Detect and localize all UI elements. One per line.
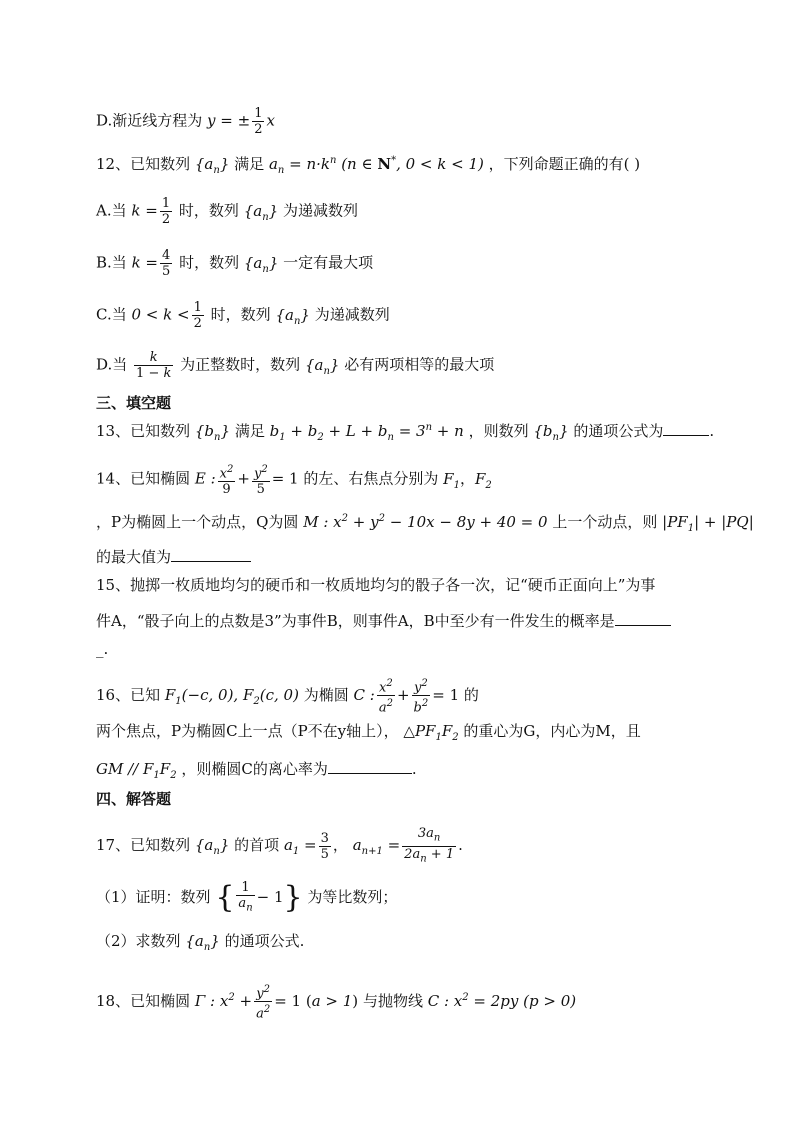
q17-part1: （1）证明：数列 { $\frac{1}{a_n}$ − 1} 为等比数列； xyxy=(96,879,398,915)
q12-option-c: C.当 0 < k < $\frac{1}{2}$ 时，数列 $\{a_n\}$ 为递减数列 xyxy=(96,300,390,331)
q14-line2: ，P为椭圆上一个动点，Q为圆 M : $x^2 + y^2 - 10x - 8y + 40 = 0$ 上一个动点，则 $|PF_1| + |PQ|$ xyxy=(96,513,754,534)
answer-blank xyxy=(171,546,251,562)
q11-option-d: D.渐近线方程为 y = ± $\frac{1}{2}$ x xyxy=(96,106,275,137)
q15-line2: 件A，“骰子向上的点数是3”为事件B，则事件A，B中至少有一件发生的概率是 xyxy=(96,610,671,629)
section-3-title: 三、填空题 xyxy=(96,394,172,412)
q12-option-a: A.当 k = $\frac{1}{2}$ 时，数列 $\{a_n\}$ 为递减数列 xyxy=(96,196,358,227)
q12-option-b: B.当 k = $\frac{4}{5}$ 时，数列 $\{a_n\}$ 一定有最大项 xyxy=(96,248,374,279)
q12-stem: 12、已知数列 $\{a_n\}$ 满足 $a_n = n\cdot k^n$ (n ∈ N*, 0 < k < 1) ，下列命题正确的有( ) xyxy=(96,155,641,176)
q14-line1: 14、已知椭圆 E : $\frac{x^2}{9}$ + $\frac{y^2}{5}$ = 1 的左、右焦点分别为 $F_1$，$F_2$ xyxy=(96,464,492,498)
q14-line3: 的最大值为 xyxy=(96,546,251,565)
answer-blank xyxy=(663,420,709,436)
q17: 17、已知数列 $\{a_n\}$ 的首项 $a_1$ = $\frac{3}{5}$ ， $a_{n+1}$ = $\frac{3a_n}{2a_n + 1}$ . xyxy=(96,826,463,865)
q16-line2: 两个焦点，P为椭圆C上一点（P不在y轴上）， $\triangle PF_1F_2$ 的重心为G，内心为M，且 xyxy=(96,722,641,743)
section-4-title: 四、解答题 xyxy=(96,790,172,808)
q16-line1: 16、已知 $F_1(-c$, 0), $F_2(c$, 0) 为椭圆 C : $\frac{x^2}{a^2}$ + $\frac{y^2}{b^2}$ = 1 的 xyxy=(96,678,479,716)
q16-line3: GM // $F_1F_2$ ，则椭圆C的离心率为 . xyxy=(96,760,417,781)
q15-line3: _. xyxy=(96,640,109,658)
answer-blank xyxy=(328,758,412,774)
answer-blank xyxy=(615,610,671,626)
q13: 13、已知数列 $\{b_n\}$ 满足 $b_1 + b_2 + L + b_n = 3^n + n$ ，则数列 $\{b_n\}$ 的通项公式为 . xyxy=(96,422,715,443)
q18: 18、已知椭圆 Γ : $x^2$ + $\frac{y^2}{a^2}$ = 1 (a > 1) 与抛物线 C : $x^2 = 2py$ (p > 0) xyxy=(96,984,577,1022)
q15-line1: 15、抛掷一枚质地均匀的硬币和一枚质地均匀的骰子各一次，记“硬币正面向上”为事 xyxy=(96,576,656,594)
q12-option-d: D.当 $\frac{k}{1 - k}$ 为正整数时，数列 $\{a_n\}$ 必有两项相等的最大项 xyxy=(96,350,495,381)
q17-part2: （2）求数列 $\{a_n\}$ 的通项公式. xyxy=(96,932,305,953)
